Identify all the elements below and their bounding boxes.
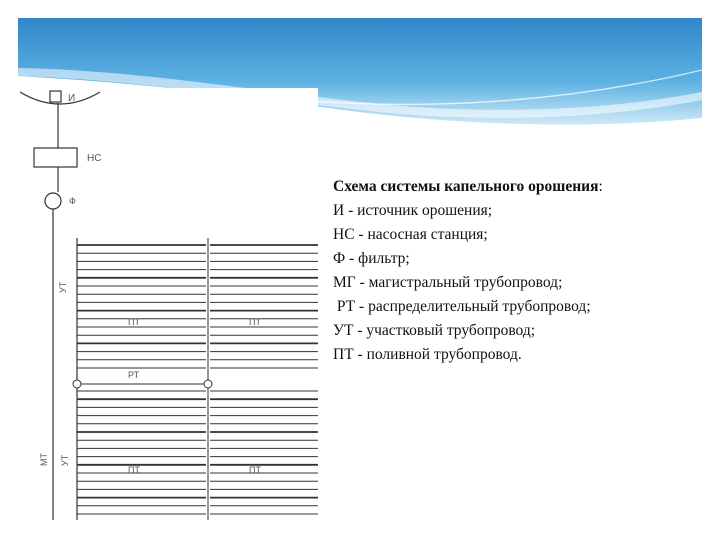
legend-item: УТ - участковый трубопровод; [333, 322, 536, 339]
pump-station-label: НС [87, 153, 102, 164]
lateral-label: ПТ [249, 465, 261, 475]
source-box [50, 91, 61, 102]
legend-title-row [333, 175, 713, 199]
legend [333, 175, 713, 367]
lateral-label: ПТ [128, 465, 140, 475]
lateral-label: ПТ [249, 317, 261, 327]
section-pipe-label: УТ [60, 454, 70, 466]
legend-title: Схема системы капельного орошения [333, 178, 599, 195]
legend-title-suffix: : [598, 178, 603, 195]
legend-item: И - источник орошения; [333, 202, 493, 219]
source-label: И [68, 93, 76, 104]
legend-item: РТ - распределительный трубопровод; [333, 298, 591, 315]
main-pipe-label: МТ [39, 453, 49, 466]
irrigation-scheme [20, 88, 318, 520]
filter-label: Ф [69, 196, 76, 206]
filter-circle [45, 193, 61, 209]
lateral-lines [77, 245, 318, 514]
lateral-label: ПТ [128, 317, 140, 327]
distribution-pipe-label: РТ [128, 370, 140, 380]
section-pipe-label: УТ [58, 281, 68, 293]
pump-station-box [34, 148, 77, 167]
legend-item: МГ - магистральный трубопровод; [333, 274, 563, 291]
legend-item: НС - насосная станция; [333, 226, 488, 243]
legend-item: Ф - фильтр; [333, 250, 410, 267]
pipe-junction [204, 380, 212, 388]
pipe-junction [73, 380, 81, 388]
legend-item: ПТ - поливной трубопровод. [333, 346, 522, 363]
